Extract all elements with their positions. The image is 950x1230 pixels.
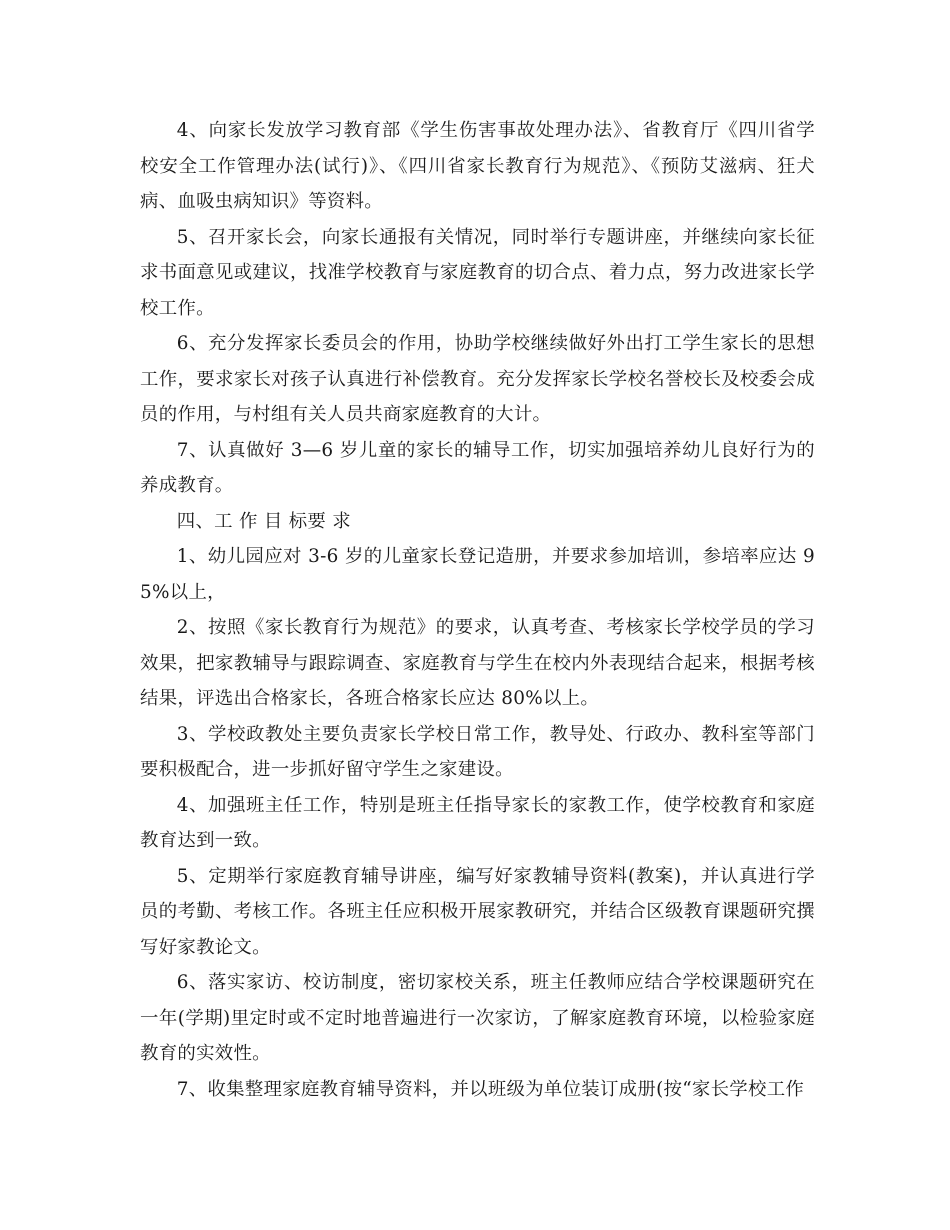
- paragraph-item-5-parent-meeting: 5、召开家长会，向家长通报有关情况，同时举行专题讲座，并继续向家长征求书面意见或建议，找准学校教育与家庭教育的切合点、着力点，努力改进家长学校工作。: [140, 226, 815, 319]
- paragraph-goal-3: 3、学校政教处主要负责家长学校日常工作，教导处、行政办、教科室等部门要积极配合，进一步抓好留守学生之家建设。: [140, 723, 815, 780]
- paragraph-item-7-child-guidance: 7、认真做好 3—6 岁儿童的家长的辅导工作，切实加强培养幼儿良好行为的养成教育。: [140, 439, 815, 496]
- paragraph-item-4-materials: 4、向家长发放学习教育部《学生伤害事故处理办法》、省教育厅《四川省学校安全工作管理办法(试行)》、《四川省家长教育行为规范》、《预防艾滋病、狂犬病、血吸虫病知识》等资料。: [140, 120, 815, 212]
- section-heading-goals: 四、工 作 目 标要 求: [176, 510, 351, 532]
- paragraph-goal-1: 1、幼儿园应对 3-6 岁的儿童家长登记造册，并要求参加培训，参培率应达 95%以上，: [140, 546, 815, 603]
- paragraph-item-6-parent-committee: 6、充分发挥家长委员会的作用，协助学校继续做好外出打工学生家长的思想工作，要求家长对孩子认真进行补偿教育。充分发挥家长学校名誉校长及校委会成员的作用，与村组有关人员共商家庭教育的大计。: [140, 333, 815, 425]
- paragraph-goal-5: 5、定期举行家庭教育辅导讲座，编写好家教辅导资料(教案)，并认真进行学员的考勤、考核工作。各班主任应积极开展家教研究，并结合区级教育课题研究撰写好家教论文。: [140, 865, 815, 958]
- paragraph-goal-6: 6、落实家访、校访制度，密切家校关系，班主任教师应结合学校课题研究在一年(学期)里定时或不定时地普遍进行一次家访，了解家庭教育环境，以检验家庭教育的实效性。: [140, 972, 815, 1064]
- paragraph-goal-2: 2、按照《家长教育行为规范》的要求，认真考查、考核家长学校学员的学习效果，把家教辅导与跟踪调查、家庭教育与学生在校内外表现结合起来，根据考核结果，评选出合格家长，各班合格家长应达 80%以上。: [140, 617, 815, 709]
- paragraph-goal-4: 4、加强班主任工作，特别是班主任指导家长的家教工作，使学校教育和家庭教育达到一致。: [140, 794, 815, 851]
- document-body: [140, 113, 815, 1107]
- paragraph-goal-7: 7、收集整理家庭教育辅导资料，并以班级为单位装订成册(按“家长学校工作: [176, 1078, 805, 1100]
